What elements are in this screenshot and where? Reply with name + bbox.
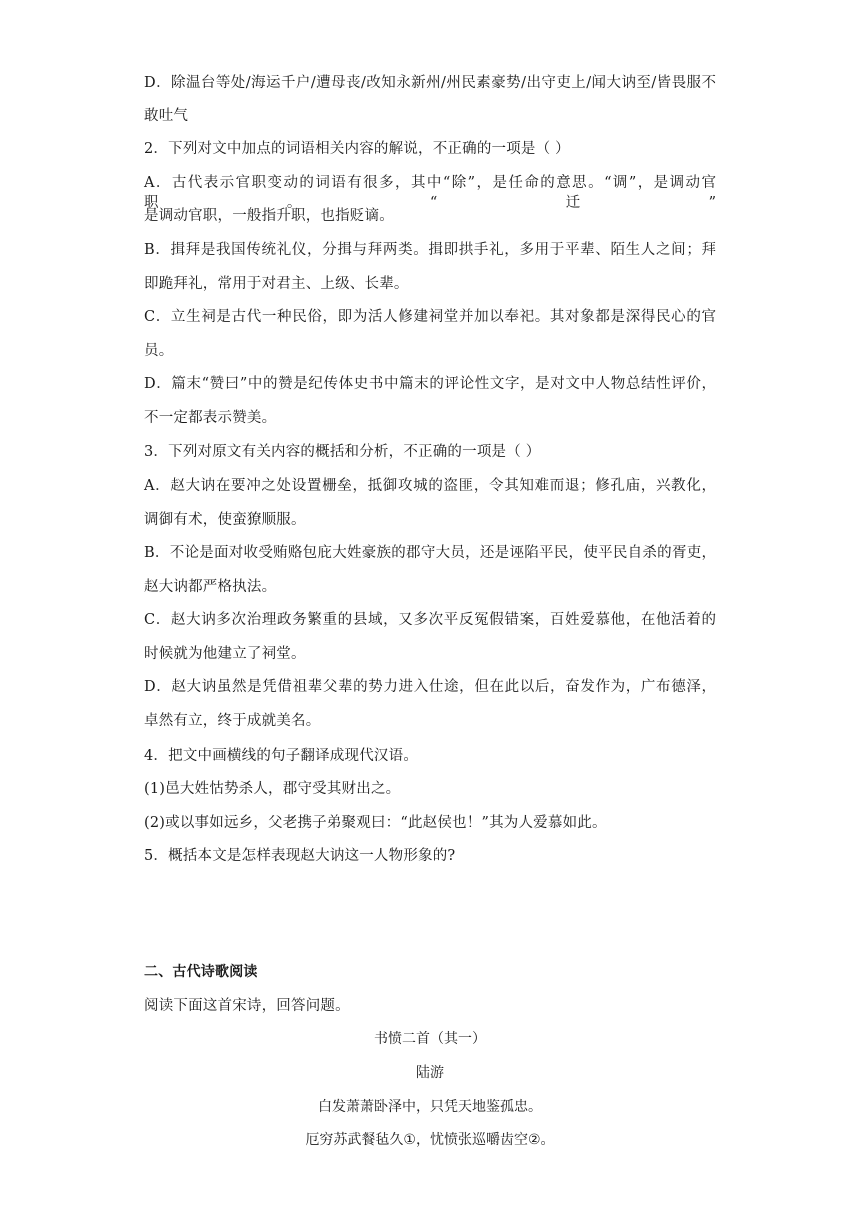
q2-stem: 2．下列对文中加点的词语相关内容的解说，不正确的一项是（ ） <box>144 141 570 157</box>
q5-stem: 5．概括本文是怎样表现赵大讷这一人物形象的? <box>144 848 456 864</box>
q3-option-d-line1: D．赵大讷虽然是凭借祖辈父辈的势力进入仕途，但在此以后，奋发作为，广布德泽， <box>144 679 716 695</box>
q3-option-d-line2: 卓然有立，终于成就美名。 <box>144 713 321 729</box>
q4-stem: 4．把文中画横线的句子翻译成现代汉语。 <box>144 748 419 764</box>
q1-option-d-line1: D．除温台等处/海运千户/遭母丧/改知永新州/州民素豪势/出守吏上/闻大讷至/皆畏服不 <box>144 75 716 91</box>
q2-option-a-line1: A．古代表示官职变动的词语有很多，其中“除”，是任命的意思。“调”，是调动官职。“迁” <box>144 175 716 211</box>
q2-option-b-line1: B．揖拜是我国传统礼仪，分揖与拜两类。揖即拱手礼，多用于平辈、陌生人之间；拜 <box>144 242 716 258</box>
poem-author: 陆游 <box>416 1065 444 1081</box>
section-instruction: 阅读下面这首宋诗，回答问题。 <box>144 998 350 1014</box>
q1-option-d-line2: 敢吐气 <box>144 108 189 124</box>
q3-option-b-line1: B．不论是面对收受贿赂包庇大姓豪族的郡守大员，还是诬陷平民，使平民自杀的胥吏， <box>144 545 716 561</box>
q3-stem: 3．下列对原文有关内容的概括和分析，不正确的一项是（ ） <box>144 444 541 460</box>
section-title: 二、古代诗歌阅读 <box>144 964 258 980</box>
q2-option-d-line1: D．篇末“赞曰”中的赞是纪传体史书中篇末的评论性文字，是对文中人物总结性评价， <box>144 376 716 392</box>
q3-option-c-line1: C．赵大讷多次治理政务繁重的县域，又多次平反冤假错案，百姓爱慕他，在他活着的 <box>144 612 716 628</box>
poem-line: 白发萧萧卧泽中，只凭天地鉴孤忠。 <box>318 1099 542 1115</box>
q2-option-c-line2: 员。 <box>144 343 174 359</box>
q3-option-c-line2: 时候就为他建立了祠堂。 <box>144 646 306 662</box>
q2-option-c-line1: C．立生祠是古代一种民俗，即为活人修建祠堂并加以奉祀。其对象都是深得民心的官 <box>144 309 716 325</box>
q4-sub1: (1)邑大姓怙势杀人，郡守受其财出之。 <box>144 781 401 797</box>
q2-option-b-line2: 即跪拜礼，常用于对君主、上级、长辈。 <box>144 276 409 292</box>
q2-option-a-line2: 是调动官职，一般指升职，也指贬谪。 <box>144 208 394 224</box>
q3-option-b-line2: 赵大讷都严格执法。 <box>144 579 277 595</box>
q4-sub2: (2)或以事如远乡，父老携子弟聚观曰：“此赵侯也！”其为人爱慕如此。 <box>144 815 607 831</box>
poem-title: 书愤二首（其一） <box>374 1031 486 1047</box>
poem-line: 厄穷苏武餐毡久①，忧愤张巡嚼齿空②。 <box>305 1132 555 1148</box>
q3-option-a-line1: A．赵大讷在要冲之处设置栅垒，抵御攻城的盗匪，令其知难而退；修孔庙，兴教化， <box>144 478 716 494</box>
q2-option-d-line2: 不一定都表示赞美。 <box>144 410 277 426</box>
q3-option-a-line2: 调御有术，使蛮獠顺服。 <box>144 512 306 528</box>
